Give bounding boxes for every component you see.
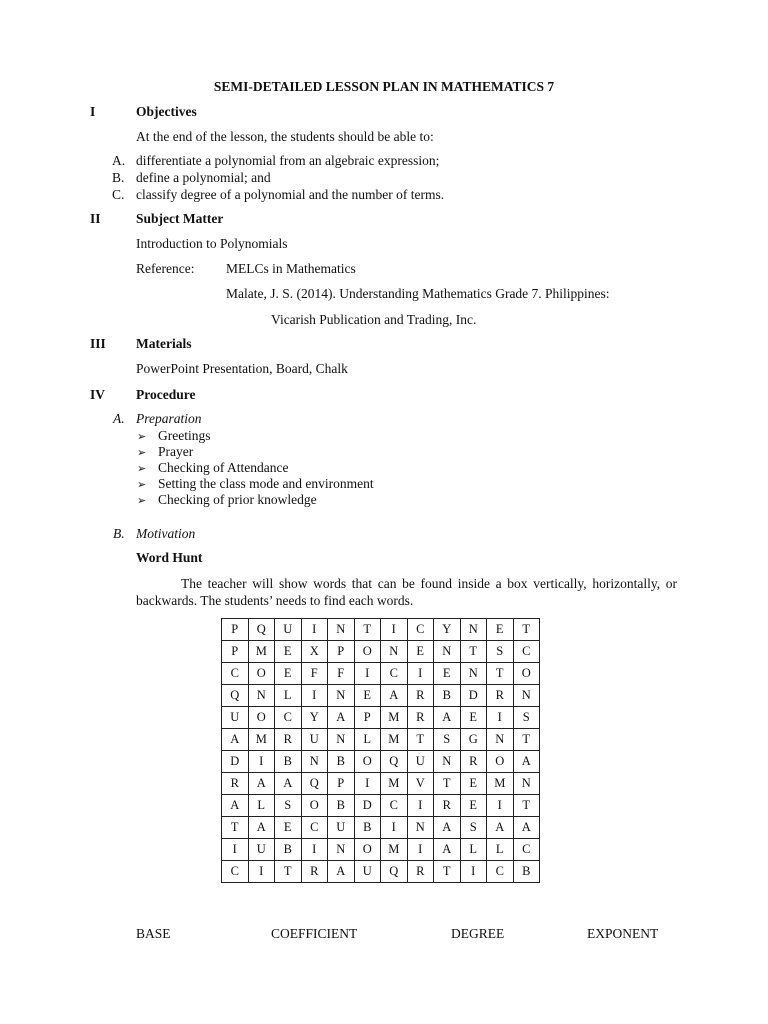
grid-cell: O bbox=[248, 663, 275, 685]
grid-cell: Y bbox=[434, 619, 461, 641]
grid-cell: D bbox=[222, 751, 249, 773]
reference-line-3: Vicarish Publication and Trading, Inc. bbox=[271, 312, 477, 327]
word-list-item-coefficient: COEFFICIENT bbox=[271, 926, 358, 941]
grid-cell: I bbox=[248, 751, 275, 773]
grid-cell: D bbox=[354, 795, 381, 817]
word-search-grid bbox=[221, 618, 540, 883]
grid-cell: L bbox=[460, 839, 487, 861]
grid-cell: I bbox=[301, 685, 328, 707]
grid-cell: N bbox=[248, 685, 275, 707]
grid-cell: T bbox=[513, 619, 540, 641]
grid-cell: A bbox=[222, 729, 249, 751]
grid-row bbox=[222, 729, 540, 751]
grid-cell: I bbox=[301, 619, 328, 641]
grid-cell: C bbox=[222, 861, 249, 883]
grid-cell: S bbox=[275, 795, 302, 817]
grid-cell: B bbox=[275, 839, 302, 861]
grid-cell: Q bbox=[381, 751, 408, 773]
section-heading-materials: Materials bbox=[136, 336, 192, 351]
grid-cell: C bbox=[381, 663, 408, 685]
grid-cell: P bbox=[328, 641, 355, 663]
motivation-letter: B. bbox=[113, 526, 125, 541]
grid-cell: R bbox=[407, 685, 434, 707]
grid-cell: I bbox=[248, 861, 275, 883]
grid-cell: Q bbox=[301, 773, 328, 795]
grid-cell: T bbox=[460, 641, 487, 663]
grid-cell: R bbox=[460, 751, 487, 773]
grid-cell: A bbox=[434, 817, 461, 839]
grid-cell: A bbox=[381, 685, 408, 707]
grid-cell: N bbox=[487, 729, 514, 751]
grid-cell: Q bbox=[381, 861, 408, 883]
grid-cell: E bbox=[487, 619, 514, 641]
grid-cell: L bbox=[275, 685, 302, 707]
grid-cell: U bbox=[222, 707, 249, 729]
grid-cell: P bbox=[354, 707, 381, 729]
grid-cell: N bbox=[434, 641, 461, 663]
grid-cell: M bbox=[487, 773, 514, 795]
grid-cell: L bbox=[354, 729, 381, 751]
preparation-letter: A. bbox=[113, 411, 125, 426]
preparation-item: Setting the class mode and environment bbox=[158, 476, 374, 491]
list-item bbox=[137, 444, 146, 460]
grid-cell: N bbox=[407, 817, 434, 839]
grid-row bbox=[222, 751, 540, 773]
grid-cell: T bbox=[354, 619, 381, 641]
grid-cell: E bbox=[460, 795, 487, 817]
grid-cell: A bbox=[248, 817, 275, 839]
preparation-item: Checking of Attendance bbox=[158, 460, 289, 475]
motivation-label: Motivation bbox=[136, 526, 196, 541]
activity-title: Word Hunt bbox=[136, 550, 203, 565]
grid-cell: T bbox=[222, 817, 249, 839]
section-numeral-objectives: I bbox=[90, 104, 96, 119]
arrowhead-bullet-icon: ➢ bbox=[137, 463, 147, 475]
grid-cell: S bbox=[460, 817, 487, 839]
grid-cell: A bbox=[434, 707, 461, 729]
grid-cell: B bbox=[434, 685, 461, 707]
grid-cell: Q bbox=[222, 685, 249, 707]
grid-cell: N bbox=[328, 839, 355, 861]
grid-cell: O bbox=[513, 663, 540, 685]
grid-cell: G bbox=[460, 729, 487, 751]
arrowhead-bullet-icon: ➢ bbox=[137, 479, 147, 491]
list-item bbox=[137, 492, 146, 508]
grid-cell: F bbox=[301, 663, 328, 685]
grid-cell: I bbox=[222, 839, 249, 861]
grid-cell: N bbox=[328, 729, 355, 751]
arrowhead-bullet-icon: ➢ bbox=[137, 431, 147, 443]
grid-cell: R bbox=[487, 685, 514, 707]
objective-letter-a: A. bbox=[112, 153, 126, 168]
grid-cell: N bbox=[513, 685, 540, 707]
grid-cell: C bbox=[222, 663, 249, 685]
grid-cell: U bbox=[275, 619, 302, 641]
grid-cell: R bbox=[407, 707, 434, 729]
grid-cell: T bbox=[513, 795, 540, 817]
objective-letter-b: B. bbox=[112, 170, 125, 185]
grid-cell: B bbox=[275, 751, 302, 773]
grid-cell: U bbox=[301, 729, 328, 751]
section-numeral-materials: III bbox=[90, 336, 106, 351]
word-list-item-degree: DEGREE bbox=[451, 926, 505, 941]
word-list-item-base: BASE bbox=[136, 926, 171, 941]
grid-cell: O bbox=[354, 751, 381, 773]
grid-cell: B bbox=[354, 817, 381, 839]
grid-cell: T bbox=[434, 861, 461, 883]
grid-row bbox=[222, 663, 540, 685]
word-list-item-exponent: EXPONENT bbox=[587, 926, 659, 941]
grid-cell: U bbox=[407, 751, 434, 773]
list-item bbox=[137, 476, 146, 492]
grid-cell: M bbox=[248, 729, 275, 751]
grid-cell: E bbox=[434, 663, 461, 685]
grid-cell: L bbox=[487, 839, 514, 861]
grid-cell: U bbox=[328, 817, 355, 839]
objective-a: differentiate a polynomial from an algebraic expression; bbox=[136, 153, 440, 168]
section-numeral-subject-matter: II bbox=[90, 211, 101, 226]
grid-cell: R bbox=[275, 729, 302, 751]
grid-cell: C bbox=[381, 795, 408, 817]
grid-cell: I bbox=[407, 795, 434, 817]
grid-row bbox=[222, 685, 540, 707]
grid-cell: L bbox=[248, 795, 275, 817]
grid-cell: A bbox=[248, 773, 275, 795]
grid-cell: S bbox=[513, 707, 540, 729]
section-heading-subject-matter: Subject Matter bbox=[136, 211, 224, 226]
grid-cell: R bbox=[222, 773, 249, 795]
grid-row bbox=[222, 839, 540, 861]
grid-cell: A bbox=[513, 817, 540, 839]
preparation-item: Prayer bbox=[158, 444, 194, 459]
objective-b: define a polynomial; and bbox=[136, 170, 271, 185]
grid-cell: M bbox=[381, 773, 408, 795]
grid-cell: Y bbox=[301, 707, 328, 729]
grid-cell: C bbox=[513, 641, 540, 663]
grid-cell: T bbox=[275, 861, 302, 883]
grid-cell: O bbox=[301, 795, 328, 817]
preparation-item: Greetings bbox=[158, 428, 211, 443]
arrowhead-bullet-icon: ➢ bbox=[137, 447, 147, 459]
grid-cell: M bbox=[381, 707, 408, 729]
instructions-text: The teacher will show words that can be found inside a box vertically, horizontally, or backwards. The students’ needs to find each words. bbox=[136, 576, 677, 608]
grid-cell: A bbox=[222, 795, 249, 817]
grid-cell: U bbox=[248, 839, 275, 861]
grid-cell: N bbox=[513, 773, 540, 795]
grid-cell: I bbox=[381, 817, 408, 839]
grid-cell: I bbox=[381, 619, 408, 641]
grid-cell: P bbox=[328, 773, 355, 795]
grid-cell: I bbox=[354, 773, 381, 795]
grid-row bbox=[222, 817, 540, 839]
activity-instructions bbox=[136, 575, 677, 609]
grid-cell: Q bbox=[248, 619, 275, 641]
objective-c: classify degree of a polynomial and the number of terms. bbox=[136, 187, 445, 202]
grid-cell: I bbox=[301, 839, 328, 861]
grid-cell: A bbox=[328, 861, 355, 883]
arrowhead-bullet-icon: ➢ bbox=[137, 495, 147, 507]
grid-row bbox=[222, 707, 540, 729]
grid-cell: S bbox=[487, 641, 514, 663]
materials-text: PowerPoint Presentation, Board, Chalk bbox=[136, 361, 348, 376]
grid-cell: E bbox=[460, 773, 487, 795]
objective-letter-c: C. bbox=[112, 187, 125, 202]
grid-cell: A bbox=[513, 751, 540, 773]
grid-cell: I bbox=[487, 707, 514, 729]
grid-cell: I bbox=[460, 861, 487, 883]
grid-row bbox=[222, 773, 540, 795]
grid-cell: P bbox=[222, 619, 249, 641]
grid-cell: I bbox=[407, 663, 434, 685]
grid-cell: X bbox=[301, 641, 328, 663]
grid-cell: A bbox=[434, 839, 461, 861]
grid-row bbox=[222, 861, 540, 883]
grid-cell: U bbox=[354, 861, 381, 883]
grid-cell: M bbox=[248, 641, 275, 663]
grid-cell: B bbox=[328, 751, 355, 773]
preparation-label: Preparation bbox=[136, 411, 202, 426]
grid-cell: T bbox=[487, 663, 514, 685]
grid-cell: E bbox=[275, 663, 302, 685]
grid-cell: I bbox=[407, 839, 434, 861]
grid-cell: C bbox=[301, 817, 328, 839]
grid-cell: T bbox=[513, 729, 540, 751]
section-heading-procedure: Procedure bbox=[136, 387, 196, 402]
grid-cell: B bbox=[328, 795, 355, 817]
reference-line-2: Malate, J. S. (2014). Understanding Mathematics Grade 7. Philippines: bbox=[226, 286, 610, 301]
page-title: SEMI-DETAILED LESSON PLAN IN MATHEMATICS 7 bbox=[213, 79, 555, 94]
grid-cell: T bbox=[407, 729, 434, 751]
section-heading-objectives: Objectives bbox=[136, 104, 197, 119]
grid-cell: A bbox=[487, 817, 514, 839]
grid-row bbox=[222, 641, 540, 663]
grid-cell: E bbox=[460, 707, 487, 729]
grid-cell: A bbox=[275, 773, 302, 795]
grid-cell: B bbox=[513, 861, 540, 883]
grid-cell: E bbox=[407, 641, 434, 663]
grid-cell: E bbox=[275, 641, 302, 663]
grid-cell: D bbox=[460, 685, 487, 707]
objectives-intro: At the end of the lesson, the students should be able to: bbox=[136, 129, 434, 144]
grid-cell: F bbox=[328, 663, 355, 685]
preparation-item: Checking of prior knowledge bbox=[158, 492, 317, 507]
section-numeral-procedure: IV bbox=[90, 387, 106, 402]
grid-row bbox=[222, 795, 540, 817]
reference-label: Reference: bbox=[136, 261, 195, 276]
grid-cell: N bbox=[328, 685, 355, 707]
grid-cell: O bbox=[354, 641, 381, 663]
list-item bbox=[137, 428, 146, 444]
grid-cell: N bbox=[301, 751, 328, 773]
grid-cell: I bbox=[487, 795, 514, 817]
grid-cell: O bbox=[487, 751, 514, 773]
grid-cell: C bbox=[487, 861, 514, 883]
grid-cell: C bbox=[513, 839, 540, 861]
grid-cell: P bbox=[222, 641, 249, 663]
grid-cell: M bbox=[381, 729, 408, 751]
grid-cell: N bbox=[460, 663, 487, 685]
grid-cell: E bbox=[275, 817, 302, 839]
list-item bbox=[137, 460, 146, 476]
grid-cell: C bbox=[407, 619, 434, 641]
grid-cell: V bbox=[407, 773, 434, 795]
grid-cell: R bbox=[434, 795, 461, 817]
grid-cell: N bbox=[460, 619, 487, 641]
grid-cell: N bbox=[328, 619, 355, 641]
grid-cell: R bbox=[301, 861, 328, 883]
grid-cell: N bbox=[434, 751, 461, 773]
grid-cell: R bbox=[407, 861, 434, 883]
grid-cell: T bbox=[434, 773, 461, 795]
grid-cell: N bbox=[381, 641, 408, 663]
reference-line-1: MELCs in Mathematics bbox=[226, 261, 356, 276]
grid-cell: O bbox=[248, 707, 275, 729]
grid-row bbox=[222, 619, 540, 641]
grid-cell: S bbox=[434, 729, 461, 751]
grid-cell: M bbox=[381, 839, 408, 861]
subject-topic: Introduction to Polynomials bbox=[136, 236, 288, 251]
grid-cell: E bbox=[354, 685, 381, 707]
grid-cell: O bbox=[354, 839, 381, 861]
grid-cell: A bbox=[328, 707, 355, 729]
grid-cell: I bbox=[354, 663, 381, 685]
grid-cell: C bbox=[275, 707, 302, 729]
